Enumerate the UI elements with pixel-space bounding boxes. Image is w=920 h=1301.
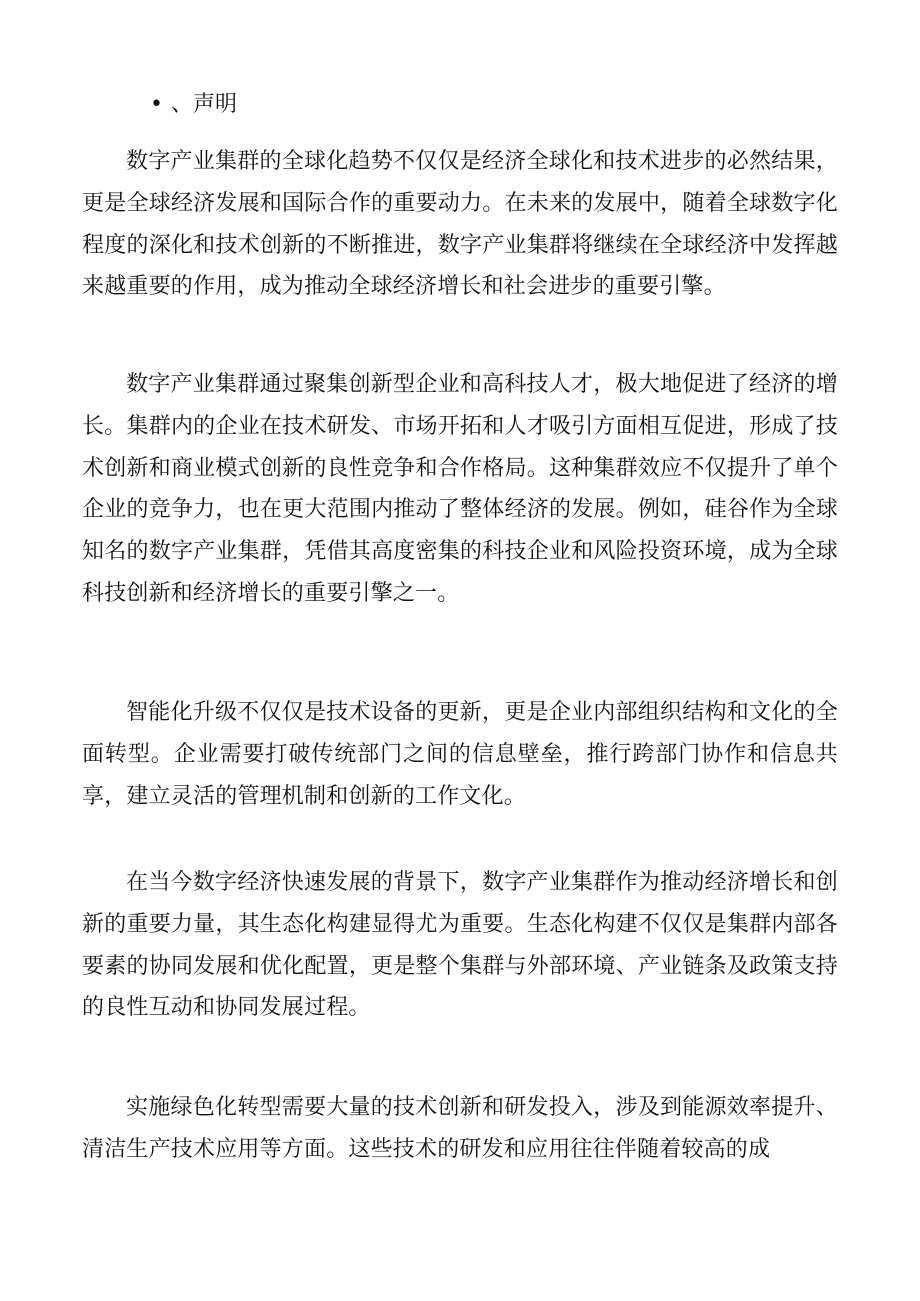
paragraph: 实施绿色化转型需要大量的技术创新和研发投入，涉及到能源效率提升、清洁生产技术应用等方面。这些技术的研发和应用往往伴随着较高的成 [82, 1095, 838, 1162]
paragraph: 在当今数字经济快速发展的背景下，数字产业集群作为推动经济增长和创新的重要力量，其生态化构建显得尤为重要。生态化构建不仅仅是集群内部各要素的协同发展和优化配置，更是整个集群与外部环境、产业链条及政策支持的良性互动和协同发展过程。 [82, 870, 838, 1021]
section-heading [150, 88, 237, 122]
paragraph: 智能化升级不仅仅是技术设备的更新，更是企业内部组织结构和文化的全面转型。企业需要打破传统部门之间的信息壁垒，推行跨部门协作和信息共享，建立灵活的管理机制和创新的工作文化。 [82, 700, 838, 809]
heading-bullet: • [150, 92, 163, 117]
heading-text: 、声明 [170, 92, 237, 117]
paragraph: 数字产业集群的全球化趋势不仅仅是经济全球化和技术进步的必然结果，更是全球经济发展和国际合作的重要动力。在未来的发展中，随着全球数字化程度的深化和技术创新的不断推进，数字产业集群将继续在全球经济中发挥越来越重要的作用，成为推动全球经济增长和社会进步的重要引擎。 [82, 149, 838, 300]
paragraph: 数字产业集群通过聚集创新型企业和高科技人才，极大地促进了经济的增长。集群内的企业在技术研发、市场开拓和人才吸引方面相互促进，形成了技术创新和商业模式创新的良性竞争和合作格局。这种集群效应不仅提升了单个企业的竞争力，也在更大范围内推动了整体经济的发展。例如，硅谷作为全球知名的数字产业集群，凭借其高度密集的科技企业和风险投资环境，成为全球科技创新和经济增长的重要引擎之一。 [82, 372, 838, 606]
